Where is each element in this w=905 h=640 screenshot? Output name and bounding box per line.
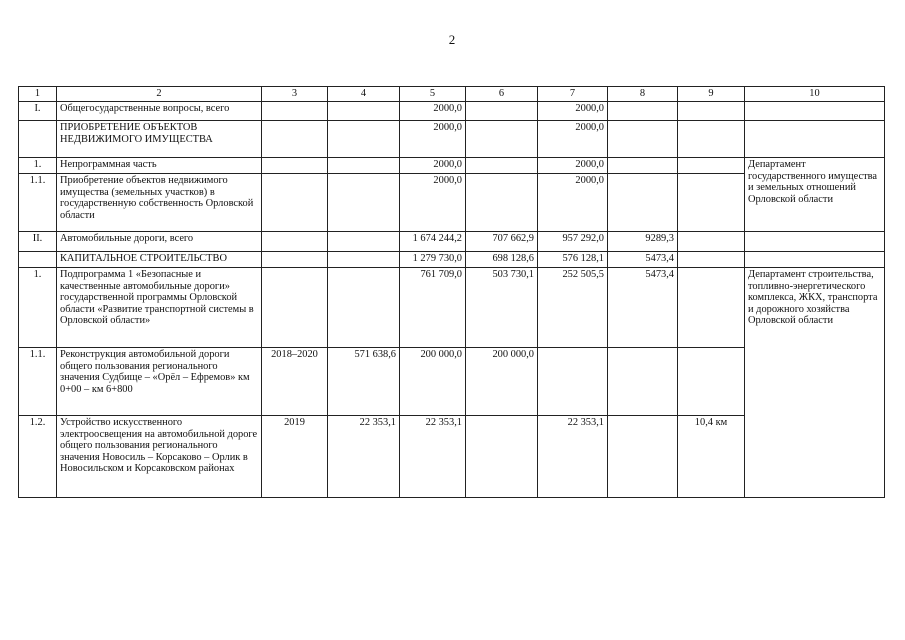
cell-total: 2000,0 [400,158,466,174]
cell-total: 2000,0 [400,102,466,121]
cell-capacity [678,158,745,174]
cell-c8 [608,348,678,416]
cell-capacity [678,102,745,121]
header-cell: 3 [262,87,328,102]
header-cell: 2 [57,87,262,102]
cell-c8 [608,121,678,158]
cell-c6 [466,416,538,498]
cell-c7: 2000,0 [538,158,608,174]
cell-c8 [608,174,678,232]
cell-cost: 571 638,6 [328,348,400,416]
cell-capacity: 10,4 км [678,416,745,498]
cell-cost [328,232,400,252]
row-name: Подпрограмма 1 «Безопасные и качественные автомобильные дороги» государственной программы Орловской области «Развитие транспортной системы в Орловской области» [57,268,262,348]
cell-period: 2018–2020 [262,348,328,416]
cell-responsible [745,121,885,158]
cell-capacity [678,268,745,348]
table-row [19,121,885,158]
cell-period [262,232,328,252]
header-cell: 9 [678,87,745,102]
cell-cost [328,252,400,268]
cell-period [262,174,328,232]
row-name: ПРИОБРЕТЕНИЕ ОБЪЕКТОВ НЕДВИЖИМОГО ИМУЩЕСТВА [57,121,262,158]
cell-cost [328,158,400,174]
header-row [19,87,885,102]
cell-total: 2000,0 [400,174,466,232]
table-row [19,158,885,174]
cell-period [262,121,328,158]
row-number [19,252,57,268]
header-cell: 7 [538,87,608,102]
row-name: Автомобильные дороги, всего [57,232,262,252]
cell-c7: 252 505,5 [538,268,608,348]
cell-c6: 698 128,6 [466,252,538,268]
cell-period: 2019 [262,416,328,498]
cell-c8: 5473,4 [608,268,678,348]
cell-c6 [466,174,538,232]
cell-total: 200 000,0 [400,348,466,416]
cell-c8: 9289,3 [608,232,678,252]
cell-period [262,102,328,121]
cell-c8 [608,158,678,174]
cell-total: 1 279 730,0 [400,252,466,268]
header-cell: 8 [608,87,678,102]
row-number: II. [19,232,57,252]
row-number: 1. [19,268,57,348]
cell-c7: 957 292,0 [538,232,608,252]
row-number: I. [19,102,57,121]
row-number: 1.2. [19,416,57,498]
row-number: 1. [19,158,57,174]
cell-cost [328,102,400,121]
cell-c7: 2000,0 [538,102,608,121]
header-cell: 10 [745,87,885,102]
cell-c6 [466,121,538,158]
cell-cost [328,121,400,158]
cell-total: 22 353,1 [400,416,466,498]
cell-responsible: Департамент строительства, топливно-энергетического комплекса, ЖКХ, транспорта и дорожного хозяйства Орловской области [745,268,885,498]
cell-c6 [466,158,538,174]
table-row [19,268,885,348]
header-cell: 6 [466,87,538,102]
cell-cost: 22 353,1 [328,416,400,498]
cell-responsible [745,102,885,121]
cell-c6: 200 000,0 [466,348,538,416]
cell-cost [328,174,400,232]
cell-total: 1 674 244,2 [400,232,466,252]
cell-c7: 22 353,1 [538,416,608,498]
cell-c8 [608,102,678,121]
cell-responsible [745,252,885,268]
row-number: 1.1. [19,348,57,416]
row-name: Реконструкция автомобильной дороги общего пользования регионального значения Судбище – «Орёл – Ефремов» км 0+00 – км 6+800 [57,348,262,416]
cell-c8: 5473,4 [608,252,678,268]
cell-capacity [678,252,745,268]
table-row [19,252,885,268]
header-cell: 4 [328,87,400,102]
row-name: КАПИТАЛЬНОЕ СТРОИТЕЛЬСТВО [57,252,262,268]
cell-capacity [678,174,745,232]
row-name: Приобретение объектов недвижимого имущества (земельных участков) в государственную собственность Орловской области [57,174,262,232]
header-cell: 1 [19,87,57,102]
cell-c7: 576 128,1 [538,252,608,268]
row-name: Непрограммная часть [57,158,262,174]
cell-responsible [745,232,885,252]
row-number: 1.1. [19,174,57,232]
row-name: Устройство искусственного электроосвещения на автомобильной дороге общего пользования регионального значения Новосиль – Корсаково – Орлик в Новосильском и Корсаковском районах [57,416,262,498]
header-cell: 5 [400,87,466,102]
cell-total: 2000,0 [400,121,466,158]
cell-c7: 2000,0 [538,174,608,232]
cell-c6: 707 662,9 [466,232,538,252]
row-name: Общегосударственные вопросы, всего [57,102,262,121]
table-row [19,102,885,121]
cell-c8 [608,416,678,498]
cell-responsible: Департамент государственного имущества и земельных отношений Орловской области [745,158,885,232]
cell-capacity [678,348,745,416]
budget-table [18,86,885,498]
table-row [19,232,885,252]
cell-c6: 503 730,1 [466,268,538,348]
cell-capacity [678,232,745,252]
cell-period [262,158,328,174]
cell-capacity [678,121,745,158]
cell-c7: 2000,0 [538,121,608,158]
row-number [19,121,57,158]
cell-period [262,268,328,348]
cell-cost [328,268,400,348]
cell-c7 [538,348,608,416]
cell-period [262,252,328,268]
cell-total: 761 709,0 [400,268,466,348]
cell-c6 [466,102,538,121]
page-number: 2 [448,32,456,47]
